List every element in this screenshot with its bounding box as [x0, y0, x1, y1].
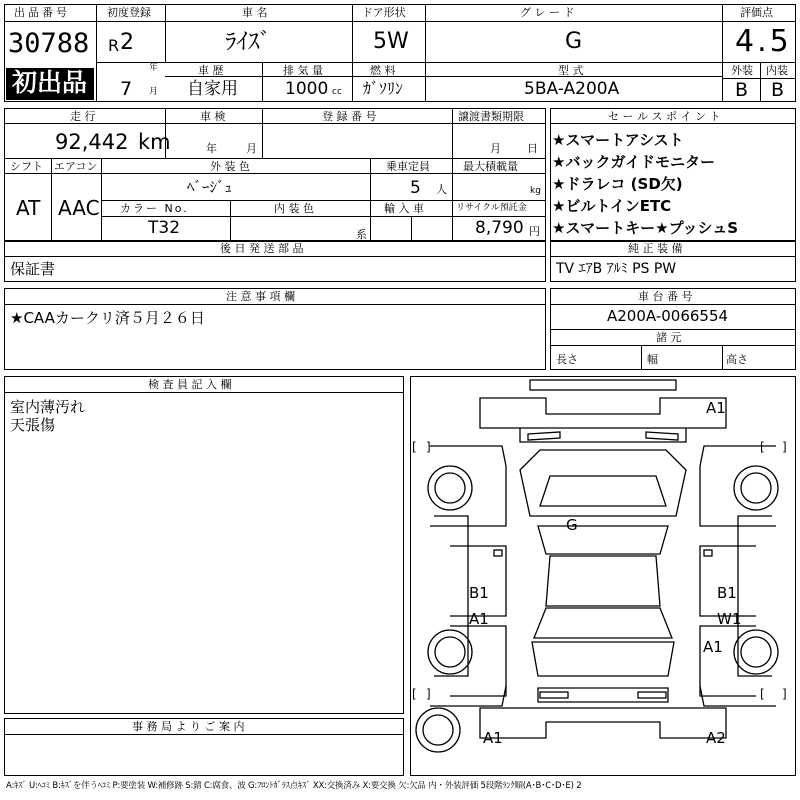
- exterior-score: B: [735, 79, 749, 101]
- first-reg-header: 初度登録: [107, 6, 151, 19]
- inspection-month: 月: [246, 142, 257, 155]
- reg-number-header: 登 録 番 号: [322, 110, 377, 123]
- diagram-bracket-right-br: ]: [782, 687, 787, 701]
- inspection-year: 年: [206, 142, 217, 155]
- first-reg-month-unit: 月: [149, 87, 159, 97]
- door-type: 5W: [373, 29, 409, 54]
- interior-score: B: [771, 79, 785, 101]
- damage-mark-front-right: A1: [706, 399, 726, 417]
- dims-length: 長さ: [556, 353, 578, 366]
- damage-mark-rear-left: A1: [483, 729, 503, 747]
- sales-point-item: ★スマートキー★プッシュS: [552, 219, 739, 237]
- notes-value: ★CAAカークリ済５月２６日: [10, 309, 205, 327]
- ac-header: エアコン: [54, 160, 98, 173]
- lot-number: 30788: [8, 28, 90, 59]
- inspector-note-line: 天張傷: [10, 416, 56, 434]
- sales-point-item: ★ドラレコ (SD欠): [552, 175, 683, 193]
- displacement-header: 排 気 量: [283, 64, 323, 77]
- sales-point-item: ★バックガイドモニター: [552, 153, 715, 171]
- diagram-bracket-left-b: [: [412, 687, 417, 701]
- import-header: 輸 入 車: [384, 202, 424, 215]
- capacity-unit: 人: [436, 183, 447, 196]
- inspection-header: 車 検: [200, 110, 226, 123]
- inspector-header: 検 査 員 記 入 欄: [148, 378, 232, 391]
- diagram-bracket-right: ]: [426, 440, 431, 454]
- diagram-bracket-left-r: [: [760, 440, 765, 454]
- diagram-bracket-right-b: ]: [426, 687, 431, 701]
- door-header: ドア形状: [362, 6, 406, 19]
- first-reg-year: 2: [120, 30, 134, 55]
- exterior-color-value: ﾍﾞｰｼﾞｭ: [187, 178, 233, 196]
- car-name-header: 車 名: [242, 6, 268, 19]
- history-header: 車 歴: [198, 64, 224, 77]
- color-no-header: カラー No.: [120, 202, 189, 215]
- score-value: 4.5: [735, 24, 792, 59]
- first-reg-era: R: [108, 36, 120, 55]
- fuel-value: ｶﾞｿﾘﾝ: [363, 79, 404, 98]
- grade-value: G: [565, 29, 583, 54]
- displacement-value: 1000: [285, 79, 329, 99]
- office-header: 事 務 局 よ り ご 案 内: [132, 720, 245, 733]
- first-reg-year-unit: 年: [149, 63, 159, 73]
- recycle-value: 8,790: [475, 218, 524, 238]
- damage-mark-left-a1: A1: [469, 610, 489, 628]
- inspector-block: [4, 376, 404, 714]
- diagram-bracket-left-br: [: [760, 687, 765, 701]
- grade-header: グ レ ー ド: [520, 6, 575, 19]
- damage-mark-right-rear-fender: A1: [703, 638, 723, 656]
- damage-mark-windshield: G: [566, 516, 578, 534]
- chassis-value: A200A-0066554: [607, 307, 729, 325]
- later-parts-header: 後 日 発 送 部 品: [220, 242, 304, 255]
- model-header: 型 式: [558, 64, 584, 77]
- first-listing-label: 初出品: [12, 68, 88, 97]
- exterior-score-header: 外装: [731, 64, 753, 77]
- dims-header: 諸 元: [656, 331, 682, 344]
- max-load-header: 最大積載量: [463, 160, 518, 173]
- sales-point-item: ★ビルトインETC: [552, 197, 672, 215]
- dims-height: 高さ: [726, 353, 748, 366]
- transfer-month: 月: [490, 142, 501, 155]
- inspector-note-line: 室内薄汚れ: [10, 398, 86, 416]
- interior-color-header: 内 装 色: [274, 202, 314, 215]
- dims-width: 幅: [647, 353, 658, 366]
- equipment-header: 純 正 装 備: [628, 242, 683, 255]
- recycle-unit: 円: [529, 225, 540, 238]
- exterior-color-header: 外 装 色: [210, 160, 250, 173]
- history-value: 自家用: [187, 79, 238, 99]
- score-header: 評価点: [740, 6, 773, 19]
- transfer-day: 日: [527, 142, 538, 155]
- car-name: ﾗｲｽﾞ: [225, 29, 271, 55]
- recycle-header: リサイクル預託金: [456, 203, 527, 213]
- shift-value: AT: [16, 196, 41, 220]
- displacement-unit: cc: [332, 87, 342, 97]
- vehicle-info-block: [4, 108, 546, 242]
- transfer-header: 譲渡書類期限: [458, 110, 524, 123]
- diagram-bracket-right-r: ]: [782, 440, 787, 454]
- lot-header: 出品番号: [14, 6, 70, 19]
- interior-color-unit: 系: [356, 228, 367, 241]
- color-no-value: T32: [148, 218, 181, 238]
- mileage-unit: km: [138, 130, 171, 154]
- damage-mark-right-w1: W1: [717, 610, 742, 628]
- first-reg-month: 7: [120, 78, 133, 100]
- legend-text: A:ｷｽﾞ U:ﾍｺﾐ B:ｷｽﾞを伴うﾍｺﾐ P:要塗装 W:補修跡 S:錆 C:腐食、波 G:ﾌﾛﾝﾄｶﾞﾗｽ点ｷｽﾞ XX:交換済み X:要交換 欠:欠品 内・外装評価 5段階ﾗﾝｸ順(A･B･C･D･E) 2: [6, 781, 582, 791]
- mileage-header: 走 行: [70, 110, 96, 123]
- sales-point-item: ★スマートアシスト: [552, 131, 684, 149]
- interior-score-header: 内装: [766, 64, 788, 77]
- fuel-header: 燃 料: [370, 64, 396, 77]
- ac-value: AAC: [58, 196, 100, 220]
- equipment-value: TV ｴｱB ｱﾙﾐ PS PW: [556, 261, 677, 277]
- capacity-header: 乗車定員: [386, 160, 430, 173]
- max-load-unit: kg: [530, 186, 541, 196]
- damage-mark-right-b1: B1: [717, 584, 737, 602]
- diagram-bracket-left: [: [412, 440, 417, 454]
- later-parts-value: 保証書: [10, 260, 56, 278]
- mileage-value: 92,442: [55, 130, 129, 154]
- chassis-header: 車 台 番 号: [638, 290, 693, 303]
- damage-mark-rear-right: A2: [706, 729, 726, 747]
- sales-points-header: セ ー ル ス ポ イ ン ト: [608, 110, 721, 123]
- notes-header: 注 意 事 項 欄: [226, 290, 295, 303]
- shift-header: シフト: [10, 160, 43, 173]
- car-body-outline: [410, 376, 796, 776]
- damage-mark-left-b1: B1: [469, 584, 489, 602]
- model-value: 5BA-A200A: [524, 79, 620, 99]
- capacity-value: 5: [410, 178, 421, 198]
